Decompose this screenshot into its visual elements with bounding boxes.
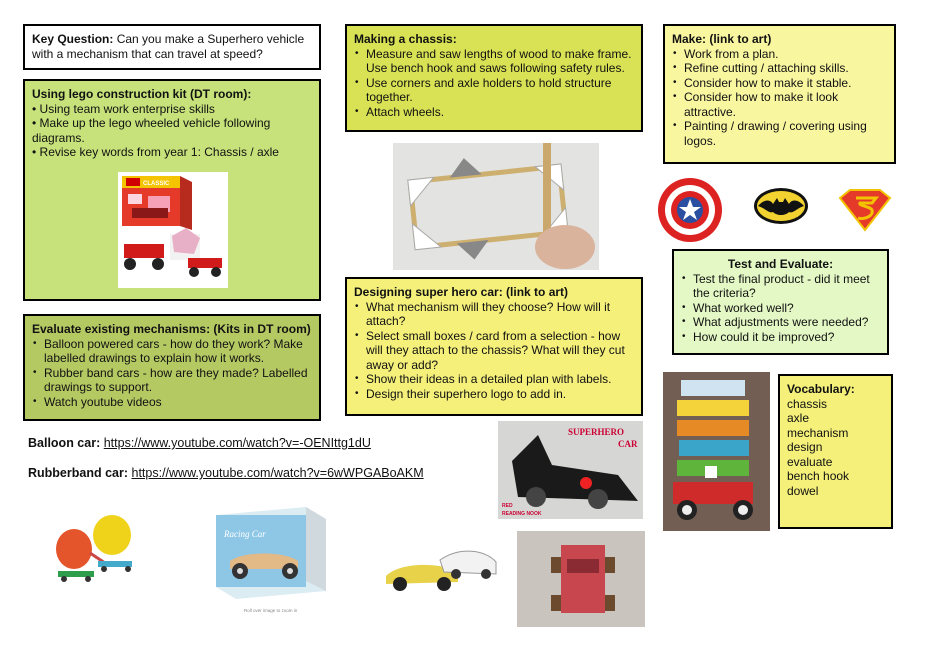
chassis-title: Making a chassis:: [354, 32, 457, 46]
lego-item: • Make up the lego wheeled vehicle following diagrams.: [32, 116, 271, 145]
test-item: • How could it be improved?: [693, 330, 880, 345]
vocabulary-word: mechanism: [787, 425, 849, 440]
designing-item: • Select small boxes / card from a selection - how will they attach to the chassis? What will they cut away or add?: [366, 329, 634, 373]
rubber-link-label: Rubberband car:: [28, 466, 129, 480]
superman-logo-icon: [838, 188, 892, 232]
make-item: • Consider how to make it look attractive.: [684, 90, 887, 119]
superhero-img-caption-2: CAR: [618, 439, 638, 449]
racing-car-box-image: [210, 505, 330, 615]
make-item: • Work from a plan.: [684, 47, 887, 62]
chassis-item: • Use corners and axle holders to hold structure together.: [366, 76, 634, 105]
lego-title: Using lego construction kit (DT room):: [32, 87, 252, 101]
superhero-img-footer-2: READING NOOK: [502, 511, 542, 517]
designing-item: • Design their superhero logo to add in.: [366, 387, 634, 402]
test-box: [672, 249, 889, 355]
evaluate-title: Evaluate existing mechanisms: (Kits in DT room): [32, 322, 311, 336]
key-question-label: Key Question:: [32, 32, 114, 46]
test-item: • What worked well?: [693, 301, 880, 316]
vocabulary-box: [778, 374, 893, 529]
lego-item: • Revise key words from year 1: Chassis / axle: [32, 145, 279, 159]
lego-box: [23, 79, 321, 301]
evaluate-box: [23, 314, 321, 421]
evaluate-item: • Rubber band cars - how are they made? Labelled drawings to support.: [44, 366, 312, 395]
racing-box-caption: Roll over image to zoom in: [244, 608, 298, 613]
stacked-cars-image: [663, 372, 770, 531]
captain-america-shield-icon: [657, 177, 723, 243]
test-item: • Test the final product - did it meet the criteria?: [693, 272, 880, 301]
superhero-car-image: [498, 421, 643, 519]
yellow-car-image: [380, 540, 500, 600]
key-question-box: [23, 24, 321, 70]
chassis-item: • Attach wheels.: [366, 105, 634, 120]
vocabulary-word: dowel: [787, 483, 819, 498]
make-item: • Painting / drawing / covering using logos.: [684, 119, 887, 148]
batman-logo-icon: [753, 186, 809, 226]
chassis-photo: [393, 143, 599, 270]
evaluate-item: • Balloon powered cars - how do they work? Make labelled drawings to explain how it works.: [44, 337, 312, 366]
make-box: [663, 24, 896, 164]
designing-box: [345, 277, 643, 416]
vocabulary-word: evaluate: [787, 454, 833, 469]
evaluate-item: • Watch youtube videos: [44, 395, 312, 410]
vocabulary-word: design: [787, 440, 823, 454]
balloon-link-line: [28, 436, 371, 450]
superhero-img-caption-1: SUPERHERO: [568, 427, 625, 437]
balloon-link-label: Balloon car:: [28, 436, 101, 450]
test-title: Test and Evaluate:: [727, 257, 834, 271]
key-question-text: Can you make a Superhero vehicle with a mechanism that can travel at speed?: [32, 32, 305, 61]
designing-title: Designing super hero car: (link to art): [354, 285, 569, 299]
chassis-box: [345, 24, 643, 132]
test-item: • What adjustments were needed?: [693, 315, 880, 330]
make-title: Make: (link to art): [672, 32, 772, 46]
lego-kit-image: [118, 172, 228, 288]
rubber-link[interactable]: https://www.youtube.com/watch?v=6wWPGABoAKM: [131, 466, 424, 480]
lego-box-brand: CLASSIC: [143, 181, 170, 187]
racing-box-brand: Racing Car: [224, 529, 266, 539]
vocabulary-word: chassis: [787, 396, 828, 411]
make-item: • Consider how to make it stable.: [684, 76, 887, 91]
balloon-cars-image: [50, 505, 140, 590]
designing-item: • What mechanism will they choose? How will it attach?: [366, 300, 634, 329]
vocabulary-word: axle: [787, 411, 810, 425]
rubber-link-line: [28, 466, 424, 480]
vocabulary-word: bench hook: [787, 469, 850, 483]
red-toy-car-image: [517, 531, 645, 627]
superhero-img-footer-1: RED: [502, 503, 513, 509]
lego-item: • Using team work enterprise skills: [32, 101, 215, 116]
chassis-item: • Measure and saw lengths of wood to make frame. Use bench hook and saws following safety rules.: [366, 47, 634, 76]
vocabulary-title: Vocabulary:: [787, 382, 855, 396]
designing-item: • Show their ideas in a detailed plan with labels.: [366, 372, 634, 387]
make-item: • Refine cutting / attaching skills.: [684, 61, 887, 76]
balloon-link[interactable]: https://www.youtube.com/watch?v=-OENIttg1dU: [103, 436, 371, 450]
